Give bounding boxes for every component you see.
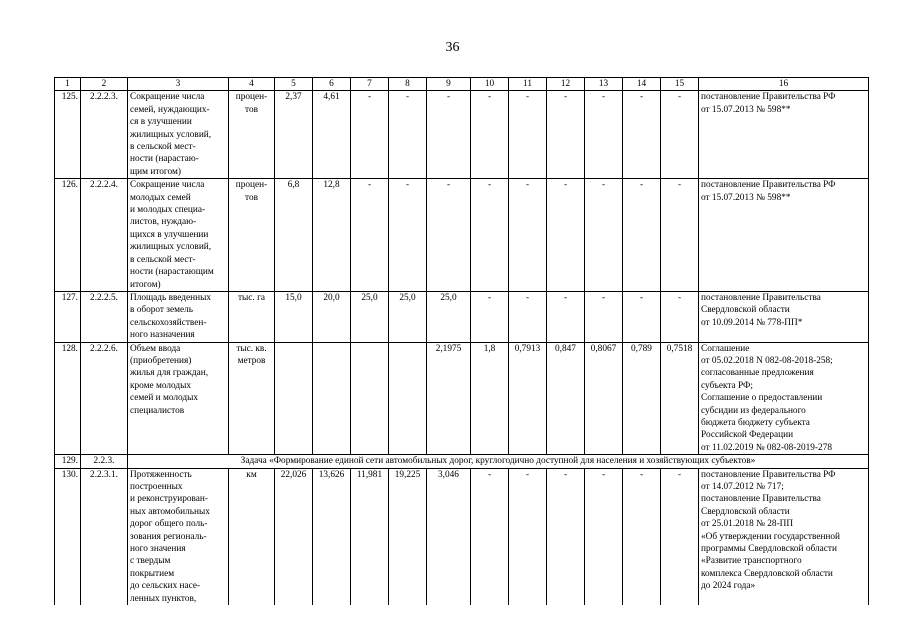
cell-text-line: и молодых специа- xyxy=(130,205,206,216)
cell-text-line: молодых семей xyxy=(130,192,191,203)
value-cell-v8: 25,0 xyxy=(389,291,427,342)
cell-text-line: жилья для граждан, xyxy=(130,368,209,379)
value-cell-v15: - xyxy=(661,291,699,342)
row-number-cell: 126. xyxy=(55,179,81,292)
header-cell: 16 xyxy=(699,78,869,91)
header-cell: 13 xyxy=(585,78,623,91)
cell-text-line: дорог общего поль- xyxy=(130,519,208,530)
cell-text-line: ленных пунктов, xyxy=(130,593,197,604)
value-cell-v13: - xyxy=(585,468,623,605)
header-cell: 15 xyxy=(661,78,699,91)
value-cell-v5 xyxy=(275,342,313,455)
value-cell-v15: 0,7518 xyxy=(661,342,699,455)
value-cell-v8: 19,225 xyxy=(389,468,427,605)
value-cell-v11: - xyxy=(509,179,547,292)
value-cell-v9: 2,1975 xyxy=(427,342,471,455)
indicator-name-cell xyxy=(128,291,229,342)
row-number-cell: 125. xyxy=(55,91,81,179)
cell-text-line: Свердловской области xyxy=(701,305,790,316)
cell-text-line: тов xyxy=(245,104,258,115)
header-cell: 3 xyxy=(128,78,229,91)
cell-text-line: зования региональ- xyxy=(130,531,207,542)
task-title-cell: Задача «Формирование единой сети автомобильных дорог, круглогодично доступной для населения и хозяйствующих субъектов» xyxy=(128,455,869,468)
header-cell: 5 xyxy=(275,78,313,91)
cell-text-line: жилищных условий, xyxy=(130,242,212,253)
indicators-table xyxy=(54,77,869,605)
cell-text-line: от 11.02.2019 № 082-08-2019-278 xyxy=(701,442,832,453)
cell-text-line: согласованные предложения xyxy=(701,368,814,379)
value-cell-v7: 25,0 xyxy=(351,291,389,342)
cell-text-line: кроме молодых xyxy=(130,380,192,391)
cell-text-line: от 14.07.2012 № 717; xyxy=(701,482,784,492)
cell-text-line: построенных xyxy=(130,482,183,492)
indicator-name-cell xyxy=(128,179,229,292)
cell-text-line: постановление Правительства РФ xyxy=(701,180,836,191)
value-cell-v15: - xyxy=(661,91,699,179)
row-code-cell: 2.2.2.3. xyxy=(81,91,128,179)
value-cell-v11: 0,7913 xyxy=(509,342,547,455)
value-cell-v6 xyxy=(313,342,351,455)
value-cell-v5: 22,026 xyxy=(275,468,313,605)
cell-text-line: ного значения xyxy=(130,544,186,555)
header-cell: 12 xyxy=(547,78,585,91)
cell-text-line: с твердым xyxy=(130,556,171,567)
cell-text-line: «Развитие транспортного xyxy=(701,556,802,567)
cell-text-line: в оборот земель xyxy=(130,305,193,316)
value-cell-v10: - xyxy=(471,468,509,605)
value-cell-v6: 12,8 xyxy=(313,179,351,292)
row-code-cell: 2.2.2.4. xyxy=(81,179,128,292)
unit-cell xyxy=(229,291,275,342)
table-row xyxy=(55,291,869,342)
cell-text-line: специалистов xyxy=(130,405,185,416)
value-cell-v5: 2,37 xyxy=(275,91,313,179)
source-cell xyxy=(699,179,869,292)
cell-text-line: щихся в улучшении xyxy=(130,229,209,240)
value-cell-v15: - xyxy=(661,179,699,292)
cell-text-line: процен- xyxy=(235,180,268,191)
value-cell-v7: - xyxy=(351,179,389,292)
cell-text-line: тов xyxy=(245,192,258,203)
table-row xyxy=(55,342,869,455)
value-cell-v12: - xyxy=(547,91,585,179)
header-cell: 4 xyxy=(229,78,275,91)
source-cell xyxy=(699,468,869,605)
row-code-cell: 2.2.3.1. xyxy=(81,468,128,605)
unit-cell xyxy=(229,342,275,455)
value-cell-v11: - xyxy=(509,291,547,342)
table-row xyxy=(55,179,869,292)
value-cell-v7: 11,981 xyxy=(351,468,389,605)
value-cell-v15: - xyxy=(661,468,699,605)
value-cell-v9: 3,046 xyxy=(427,468,471,605)
cell-text-line: постановление Правительства РФ xyxy=(701,469,836,480)
unit-cell xyxy=(229,468,275,605)
cell-text-line: ных автомобильных xyxy=(130,506,210,517)
value-cell-v12: - xyxy=(547,468,585,605)
indicator-name-cell xyxy=(128,468,229,605)
value-cell-v9: - xyxy=(427,179,471,292)
header-cell: 14 xyxy=(623,78,661,91)
cell-text-line: от 10.09.2014 № 778-ПП* xyxy=(701,317,803,328)
cell-text-line: ного назначения xyxy=(130,330,195,341)
value-cell-v10: - xyxy=(471,91,509,179)
cell-text-line: семей, нуждающих- xyxy=(130,104,210,115)
cell-text-line: ся в улучшении xyxy=(130,117,192,128)
value-cell-v12: - xyxy=(547,179,585,292)
row-number-cell: 127. xyxy=(55,291,81,342)
value-cell-v8: - xyxy=(389,91,427,179)
row-number-cell: 130. xyxy=(55,468,81,605)
header-cell: 10 xyxy=(471,78,509,91)
value-cell-v10: - xyxy=(471,179,509,292)
cell-text-line: Сокращение числа xyxy=(130,180,205,191)
cell-text-line: процен- xyxy=(235,92,268,103)
header-cell: 9 xyxy=(427,78,471,91)
header-cell: 1 xyxy=(55,78,81,91)
value-cell-v12: - xyxy=(547,291,585,342)
unit-cell xyxy=(229,179,275,292)
value-cell-v13: - xyxy=(585,179,623,292)
source-cell xyxy=(699,342,869,455)
cell-text-line: постановление Правительства xyxy=(701,292,821,303)
cell-text-line: комплекса Свердловской области xyxy=(701,568,833,579)
value-cell-v14: - xyxy=(623,291,661,342)
value-cell-v14: - xyxy=(623,468,661,605)
value-cell-v9: 25,0 xyxy=(427,291,471,342)
value-cell-v7: - xyxy=(351,91,389,179)
indicator-name-cell xyxy=(128,342,229,455)
cell-text-line: от 25.01.2018 № 28-ПП xyxy=(701,519,794,530)
value-cell-v6: 4,61 xyxy=(313,91,351,179)
cell-text-line: тыс. га xyxy=(237,292,266,303)
header-cell: 8 xyxy=(389,78,427,91)
value-cell-v6: 20,0 xyxy=(313,291,351,342)
value-cell-v11: - xyxy=(509,468,547,605)
indicator-name-cell xyxy=(128,91,229,179)
value-cell-v7 xyxy=(351,342,389,455)
table-row xyxy=(55,468,869,605)
cell-text-line: в сельской мест- xyxy=(130,142,196,153)
cell-text-line: Соглашение xyxy=(701,343,750,354)
value-cell-v13: - xyxy=(585,91,623,179)
cell-text-line: постановление Правительства РФ xyxy=(701,92,836,103)
cell-text-line: Свердловской области xyxy=(701,506,790,517)
cell-text-line: Объем ввода xyxy=(130,343,181,354)
value-cell-v9: - xyxy=(427,91,471,179)
row-code-cell: 2.2.2.6. xyxy=(81,342,128,455)
value-cell-v10: 1,8 xyxy=(471,342,509,455)
cell-text-line: от 15.07.2013 № 598** xyxy=(701,104,791,115)
cell-text-line: тыс. кв. xyxy=(236,343,267,354)
cell-text-line: и реконструирован- xyxy=(130,494,208,505)
value-cell-v5: 15,0 xyxy=(275,291,313,342)
cell-text-line: от 15.07.2013 № 598** xyxy=(701,192,791,203)
header-cell: 7 xyxy=(351,78,389,91)
cell-text-line: щим итогом) xyxy=(130,166,181,177)
value-cell-v14: 0,789 xyxy=(623,342,661,455)
value-cell-v8 xyxy=(389,342,427,455)
value-cell-v13: 0,8067 xyxy=(585,342,623,455)
cell-text-line: ности (нарастаю- xyxy=(130,154,199,165)
cell-text-line: ности (нарастающим xyxy=(130,267,214,278)
value-cell-v12: 0,847 xyxy=(547,342,585,455)
cell-text-line: Сокращение числа xyxy=(130,92,205,103)
page-number: 36 xyxy=(445,40,460,55)
source-cell xyxy=(699,291,869,342)
cell-text-line: Площадь введенных xyxy=(130,292,212,303)
cell-text-line: Соглашение о предоставлении xyxy=(701,393,823,404)
cell-text-line: итогом) xyxy=(130,279,161,290)
source-cell xyxy=(699,91,869,179)
cell-text-line: «Об утверждении государственной xyxy=(701,531,841,542)
row-number-cell: 128. xyxy=(55,342,81,455)
cell-text-line: бюджета бюджету субъекта xyxy=(701,417,810,428)
value-cell-v8: - xyxy=(389,179,427,292)
cell-text-line: км xyxy=(246,469,257,480)
header-cell: 6 xyxy=(313,78,351,91)
value-cell-v6: 13,626 xyxy=(313,468,351,605)
task-row xyxy=(55,455,869,468)
value-cell-v10: - xyxy=(471,291,509,342)
unit-cell xyxy=(229,91,275,179)
value-cell-v11: - xyxy=(509,91,547,179)
value-cell-v14: - xyxy=(623,179,661,292)
value-cell-v14: - xyxy=(623,91,661,179)
header-cell: 2 xyxy=(81,78,128,91)
cell-text-line: постановление Правительства xyxy=(701,494,821,505)
cell-text-line: Российской Федерации xyxy=(701,430,794,441)
value-cell-v5: 6,8 xyxy=(275,179,313,292)
table-header-row xyxy=(55,78,869,91)
cell-text-line: программы Свердловской области xyxy=(701,544,837,555)
cell-text-line: до 2024 года» xyxy=(701,581,756,592)
row-code-cell: 2.2.3. xyxy=(81,455,128,468)
cell-text-line: жилищных условий, xyxy=(130,129,212,140)
cell-text-line: Протяженность xyxy=(130,469,192,480)
cell-text-line: покрытием xyxy=(130,568,175,579)
cell-text-line: субсидии из федерального xyxy=(701,405,806,416)
row-number-cell: 129. xyxy=(55,455,81,468)
cell-text-line: метров xyxy=(237,355,266,366)
cell-text-line: до сельских насе- xyxy=(130,581,201,592)
cell-text-line: листов, нуждаю- xyxy=(130,217,197,228)
value-cell-v13: - xyxy=(585,291,623,342)
cell-text-line: сельскохозяйствен- xyxy=(130,317,207,328)
cell-text-line: в сельской мест- xyxy=(130,254,196,265)
cell-text-line: от 05.02.2018 N 082-08-2018-258; xyxy=(701,355,833,366)
cell-text-line: (приобретения) xyxy=(130,355,192,366)
header-cell: 11 xyxy=(509,78,547,91)
cell-text-line: семей и молодых xyxy=(130,393,199,404)
table-row xyxy=(55,91,869,179)
row-code-cell: 2.2.2.5. xyxy=(81,291,128,342)
cell-text-line: субъекта РФ; xyxy=(701,380,753,391)
